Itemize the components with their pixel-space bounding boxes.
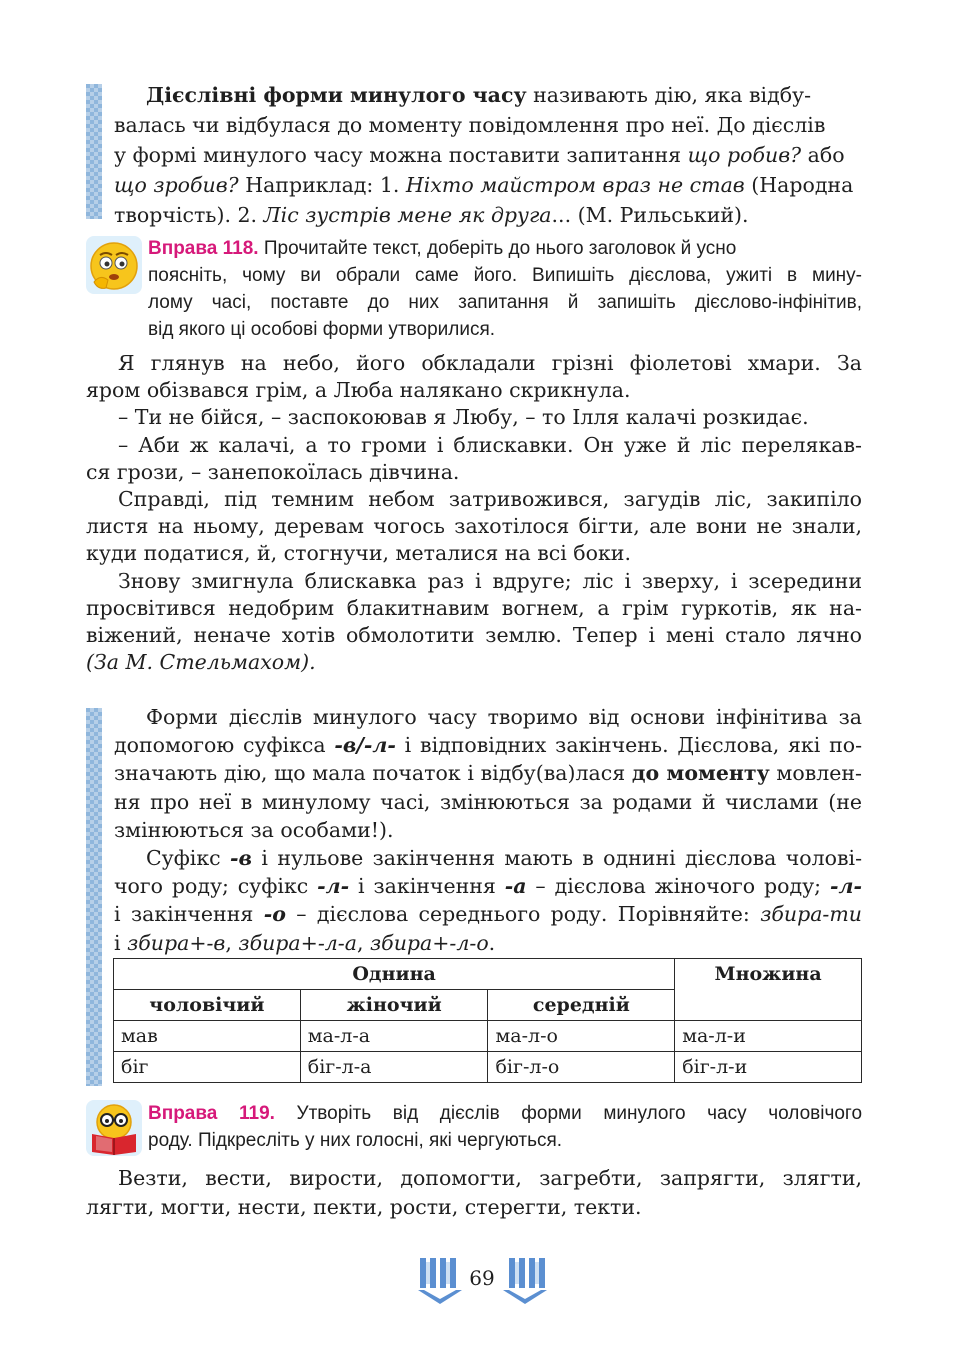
table-cell: мав xyxy=(114,1021,301,1052)
reading-book-icon xyxy=(86,1100,142,1156)
ex118-line-3: лому часі, поставте до них запитання й запишіть дієслово-інфінітив, xyxy=(148,292,862,313)
table-cell: біг xyxy=(114,1052,301,1083)
rule2-line-8-b: – дієслова середнього роду. Порівняйте: xyxy=(285,902,761,927)
rule2-line-2-b: і відповідних закінчень. Дієслова, які по- xyxy=(395,733,862,758)
rule2-line-6-b: і нульове закінчення мають в однині дієслова чолові- xyxy=(252,846,862,871)
rule2-suffix-v-l: -в/-л- xyxy=(334,733,396,758)
table-header-neuter: середній xyxy=(488,990,675,1021)
table-cell: біг-л-и xyxy=(675,1052,862,1083)
story-line-9: Знову змигнула блискавка раз і вдруге; ліс і зверху, і зсередини xyxy=(118,568,862,593)
past-tense-table xyxy=(113,958,862,1083)
story-line-4: – Аби ж калачі, а то громи і блискавки. Он уже й ліс перелякав- xyxy=(118,432,862,457)
rule1-question-1: що робив? xyxy=(687,143,802,167)
rule1-line-5 xyxy=(114,200,862,230)
ex119-line-2: роду. Підкресліть у них голосні, які чергуються. xyxy=(148,1130,563,1151)
rule1-line-4 xyxy=(114,170,862,200)
story-line-10: просвітився недобрим блакитнавим вогнем, а грім гуркотів, як на- xyxy=(86,595,862,620)
rule2-example-infinitive: збира-ти xyxy=(760,902,862,927)
table-cell: ма-л-а xyxy=(300,1021,488,1052)
rule2-ending-o: -о xyxy=(263,902,286,927)
story-line-3: – Ти не бійся, – заспокоював я Любу, – то Ілля калачі розкидає. xyxy=(118,405,809,430)
table-cell: ма-л-о xyxy=(488,1021,675,1052)
story-line-2: яром обізвався грім, а Люба налякано скрикнула. xyxy=(86,378,631,403)
thinking-face-icon xyxy=(86,236,142,294)
rule2-line-3 xyxy=(114,759,862,787)
rule2-line-9-a: і xyxy=(114,930,128,955)
rule2-line-9 xyxy=(114,929,862,957)
page-number: 69 xyxy=(469,1266,495,1290)
ex118-line-4: від якого ці особові форми утворилися. xyxy=(148,319,496,340)
rule-block-past-tense-formation xyxy=(114,703,862,957)
table-cell: біг-л-а xyxy=(300,1052,488,1083)
rule2-line-8-a: і закінчення xyxy=(114,902,264,927)
rule1-line-3-b: або xyxy=(801,143,845,167)
story-text xyxy=(86,350,862,676)
rule1-example-2: Ліс зустрів мене як друга xyxy=(263,203,552,227)
rule2-line-3-a: значають дію, що мала початок і відбу(ва)лася xyxy=(114,761,632,786)
table-header-row-1 xyxy=(114,959,862,990)
rule-bar-2 xyxy=(86,708,102,1086)
rule1-bold-term: Дієслівні форми минулого часу xyxy=(146,83,527,107)
verb-list-line-1: Везти, вести, вирости, допомогти, загребти, запрягти, злягти, xyxy=(118,1166,862,1190)
rule2-line-6 xyxy=(114,844,862,872)
rule2-line-8 xyxy=(114,900,862,928)
ex119-line-1 xyxy=(148,1100,862,1127)
table-header-masculine: чоловічий xyxy=(114,990,301,1021)
rule2-line-7-b: і закінчення xyxy=(349,874,505,899)
story-line-8: куди податися, й, стогнучи, металися на всі боки. xyxy=(86,541,631,566)
story-author-text: (За М. Стельмахом). xyxy=(86,650,316,675)
rule2-line-6-a: Суфікс xyxy=(146,846,231,871)
story-line-1: Я глянув на небо, його обкладали грізні фіолетові хмари. За xyxy=(118,351,862,375)
rule1-question-2: що зробив? xyxy=(114,173,239,197)
rule2-example-masc: збира+-в xyxy=(127,930,226,955)
rule2-line-7-a: чого роду; суфікс xyxy=(114,874,318,899)
story-line-11: віжений, неначе хотів обмолотити землю. Тепер і мені стало лячно xyxy=(86,623,862,648)
table-cell: ма-л-и xyxy=(675,1021,862,1052)
rule1-line-3-a: у формі минулого часу можна поставити запитання xyxy=(114,143,688,167)
verb-list-line-2: лягти, могти, нести, пекти, рости, стерегти, текти. xyxy=(86,1195,642,1219)
table-cell: біг-л-о xyxy=(488,1052,675,1083)
story-author xyxy=(86,649,862,676)
rule2-ending-a: -а xyxy=(504,874,527,899)
rule1-line-2: валась чи відбулася до моменту повідомлення про неї. До дієслів xyxy=(114,113,826,137)
story-line-5: ся грози, – занепокоїлась дівчина. xyxy=(86,459,460,484)
rule2-line-1: Форми дієслів минулого часу творимо від основи інфінітива за xyxy=(146,705,862,729)
ex119-label: Вправа 119. xyxy=(148,1103,275,1124)
story-line-6: Справді, під темним небом затривожився, загудів ліс, закипіло xyxy=(118,487,862,512)
rule2-bold-before-moment: до моменту xyxy=(631,761,770,786)
rule2-end: . xyxy=(488,930,496,955)
rule-block-past-tense-definition xyxy=(114,80,862,230)
rule2-line-3-b: мовлен- xyxy=(769,761,862,786)
rule1-example-1: Ніхто майстром враз не став xyxy=(405,173,745,197)
ex118-line-1-text: Прочитайте текст, доберіть до нього заголовок й усно xyxy=(258,238,737,259)
rule2-sep-1: , xyxy=(225,930,239,955)
table-header-feminine: жіночий xyxy=(300,990,488,1021)
table-row xyxy=(114,1052,862,1083)
rule2-suffix-l-2: -л- xyxy=(829,874,862,899)
story-line-7: листя на ньому, деревам чогось захотілося бігти, але вони не знали, xyxy=(86,514,862,539)
rule2-line-2 xyxy=(114,731,862,759)
rule2-line-7 xyxy=(114,872,862,900)
table-header-singular: Однина xyxy=(114,959,675,990)
rule1-line-5-b: ... (М. Рильський). xyxy=(551,203,749,227)
ex119-line-1-text: Утворіть від дієслів форми минулого часу чоловічого xyxy=(274,1103,863,1124)
rule2-suffix-l-1: -л- xyxy=(317,874,350,899)
embroidery-ornament-icon xyxy=(418,1256,462,1310)
rule1-line-4-b: (Народна xyxy=(744,173,854,197)
rule1-line-4-a: Наприклад: 1. xyxy=(238,173,406,197)
rule-bar-1 xyxy=(86,84,102,219)
table-header-plural: Множина xyxy=(675,959,862,1021)
rule1-line-5-a: творчість). 2. xyxy=(114,203,264,227)
ex118-label: Вправа 118. xyxy=(148,238,259,259)
rule1-line-1-rest: називають дію, яка відбу- xyxy=(526,83,812,107)
exercise-118 xyxy=(148,235,862,343)
ex118-line-2: поясніть, чому ви обрали саме його. Випишіть дієслова, ужиті в мину- xyxy=(148,265,862,286)
rule2-example-neut: збира+-л-о xyxy=(370,930,489,955)
table-row xyxy=(114,1021,862,1052)
rule2-line-2-a: допомогою суфікса xyxy=(114,733,335,758)
rule1-line-1 xyxy=(114,80,862,110)
embroidery-ornament-icon xyxy=(503,1256,547,1310)
rule2-line-4: ня про неї в минулому часі, змінюються за родами й числами (не xyxy=(114,789,862,814)
ex118-line-1 xyxy=(148,235,862,262)
rule1-line-3 xyxy=(114,140,862,170)
rule2-sep-2: , xyxy=(356,930,370,955)
rule2-line-7-c: – дієслова жіночого роду; xyxy=(526,874,830,899)
rule2-line-5: змінюються за особами!). xyxy=(114,817,394,842)
verb-list xyxy=(86,1164,862,1222)
rule2-example-fem: збира+-л-а xyxy=(238,930,357,955)
rule2-suffix-v: -в xyxy=(230,846,253,871)
exercise-119 xyxy=(148,1100,862,1154)
